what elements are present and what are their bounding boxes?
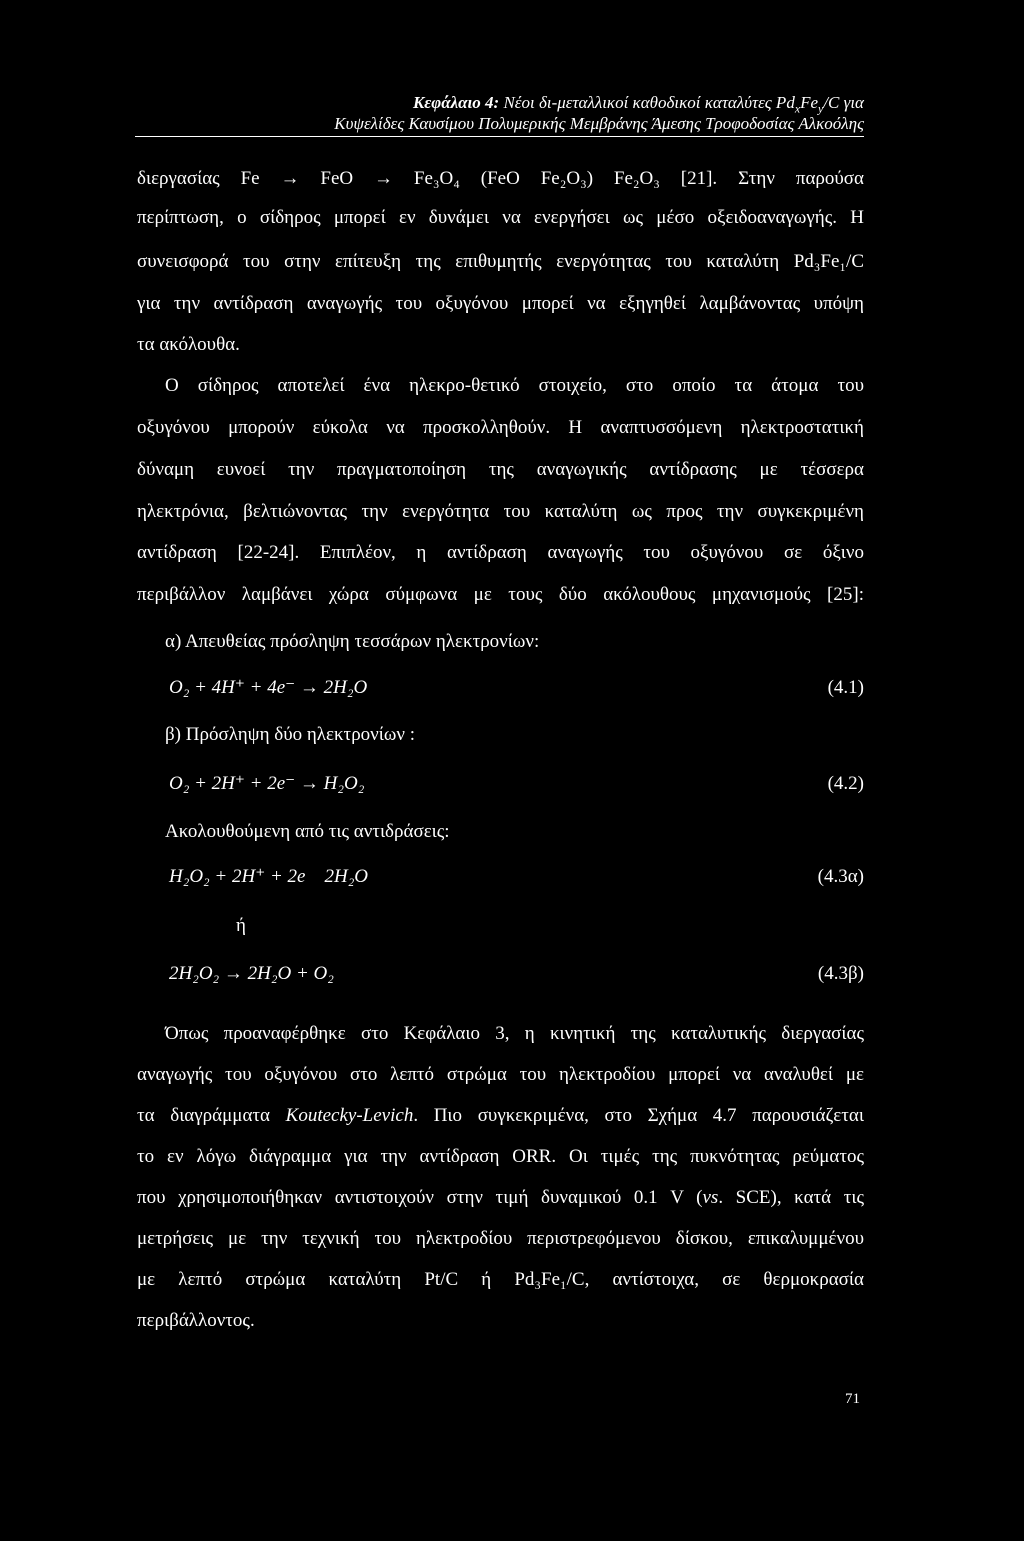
- header-rule: [135, 136, 864, 137]
- running-header-line-2: Κυψελίδες Καυσίμου Πολυμερικής Μεμβράνης Άμεσης Τροφοδοσίας Αλκοόλης: [334, 114, 864, 133]
- paragraph-2-line-3: δύναμη ευνοεί την πραγματοποίηση της αναγωγικής αντίδρασης με τέσσερα: [137, 459, 864, 480]
- text-run: που χρησιμοποιήθηκαν αντιστοιχούν στην τιμή δυναμικού 0.1 V (: [137, 1187, 703, 1208]
- header-sub-y: y: [818, 101, 824, 116]
- header-title-part: /C για: [823, 93, 864, 112]
- equation-number-4-2: (4.2): [827, 773, 864, 794]
- paragraph-1-line-3: συνεισφορά του στην επίτευξη της επιθυμητής ενεργότητας του καταλύτη Pd₃Fe₁/C: [137, 251, 864, 272]
- header-title-part: Νέοι δι-μεταλλικοί καθοδικοί καταλύτες Pd: [499, 93, 795, 112]
- paragraph-2-line-1: Ο σίδηρος αποτελεί ένα ηλεκρο-θετικό στοιχείο, στο οποίο τα άτομα του: [165, 375, 864, 396]
- paragraph-3-line-5: [137, 1186, 864, 1210]
- paragraph-1-line-4: για την αντίδραση αναγωγής του οξυγόνου μπορεί να εξηγηθεί λαμβάνοντας υπόψη: [137, 293, 864, 314]
- equation-4-3b: 2H₂O₂ → 2H₂O + O₂: [169, 963, 334, 984]
- running-header-line-1: [412, 93, 864, 116]
- paragraph-2-line-2: οξυγόνου μπορούν εύκολα να προσκολληθούν. Η αναπτυσσόμενη ηλεκτροστατική: [137, 417, 864, 438]
- equation-4-2: O₂ + 2H⁺ + 2e⁻ → H₂O₂: [169, 773, 365, 794]
- text-run: τα διαγράμματα: [137, 1105, 286, 1126]
- text-run: . SCE), κατά τις: [718, 1187, 864, 1208]
- mechanism-a-label: α) Απευθείας πρόσληψη τεσσάρων ηλεκτρονίων:: [165, 631, 540, 652]
- paragraph-2-line-5: αντίδραση [22-24]. Επιπλέον, η αντίδραση αναγωγής του οξυγόνου σε όξινο: [137, 542, 864, 563]
- followed-by-label: Ακολουθούμενη από τις αντιδράσεις:: [165, 821, 450, 842]
- paragraph-3-line-3: [137, 1104, 864, 1128]
- header-sub-x: x: [794, 101, 801, 116]
- koutecky-levich-term: Koutecky-Levich: [285, 1105, 414, 1126]
- equation-4-1: O₂ + 4H⁺ + 4e⁻ → 2H₂O: [169, 677, 368, 698]
- paragraph-2-line-6: περιβάλλον λαμβάνει χώρα σύμφωνα με τους δύο ακόλουθους μηχανισμούς [25]:: [137, 584, 864, 605]
- paragraph-1-line-2: περίπτωση, ο σίδηρος μπορεί εν δυνάμει να ενεργήσει ως μέσο οξειδοαναγωγής. Η: [137, 207, 864, 228]
- header-title-part: Fe: [800, 93, 819, 112]
- equation-4-3a: H₂O₂ + 2H⁺ + 2e 2H₂O: [169, 866, 369, 887]
- vs-term: vs: [702, 1187, 719, 1208]
- paragraph-3-line-2: αναγωγής του οξυγόνου στο λεπτό στρώμα του ηλεκτροδίου μπορεί να αναλυθεί με: [137, 1064, 864, 1085]
- text-run: . Πιο συγκεκριμένα, στο Σχήμα 4.7 παρουσιάζεται: [413, 1105, 864, 1126]
- mechanism-b-label: β) Πρόσληψη δύο ηλεκτρονίων :: [165, 724, 416, 745]
- paragraph-3-line-1: Όπως προαναφέρθηκε στο Κεφάλαιο 3, η κινητική της καταλυτικής διεργασίας: [165, 1023, 864, 1044]
- equation-number-4-3b: (4.3β): [817, 963, 864, 984]
- paragraph-3-line-7: με λεπτό στρώμα καταλύτη Pt/C ή Pd₃Fe₁/C, αντίστοιχα, σε θερμοκρασία: [137, 1269, 864, 1290]
- page-number: 71: [845, 1391, 860, 1407]
- equation-number-4-1: (4.1): [827, 677, 864, 698]
- paragraph-1-line-1: διεργασίας Fe → FeO → Fe₃O₄ (FeO Fe₂O₃) Fe₂O₃ [21]. Στην παρούσα: [137, 168, 864, 189]
- chapter-label: Κεφάλαιο 4:: [412, 93, 500, 112]
- equation-number-4-3a: (4.3α): [817, 866, 864, 887]
- paragraph-3-line-8: περιβάλλοντος.: [137, 1310, 255, 1331]
- paragraph-2-line-4: ηλεκτρόνια, βελτιώνοντας την ενεργότητα του καταλύτη ως προς την συγκεκριμένη: [137, 501, 864, 522]
- paragraph-3-line-6: μετρήσεις με την τεχνική του ηλεκτροδίου περιστρεφόμενου δίσκου, επικαλυμμένου: [137, 1228, 864, 1249]
- or-word: ή: [236, 915, 246, 936]
- paragraph-1-line-5: τα ακόλουθα.: [137, 334, 240, 355]
- paragraph-3-line-4: το εν λόγω διάγραμμα για την αντίδραση ORR. Οι τιμές της πυκνότητας ρεύματος: [137, 1146, 864, 1167]
